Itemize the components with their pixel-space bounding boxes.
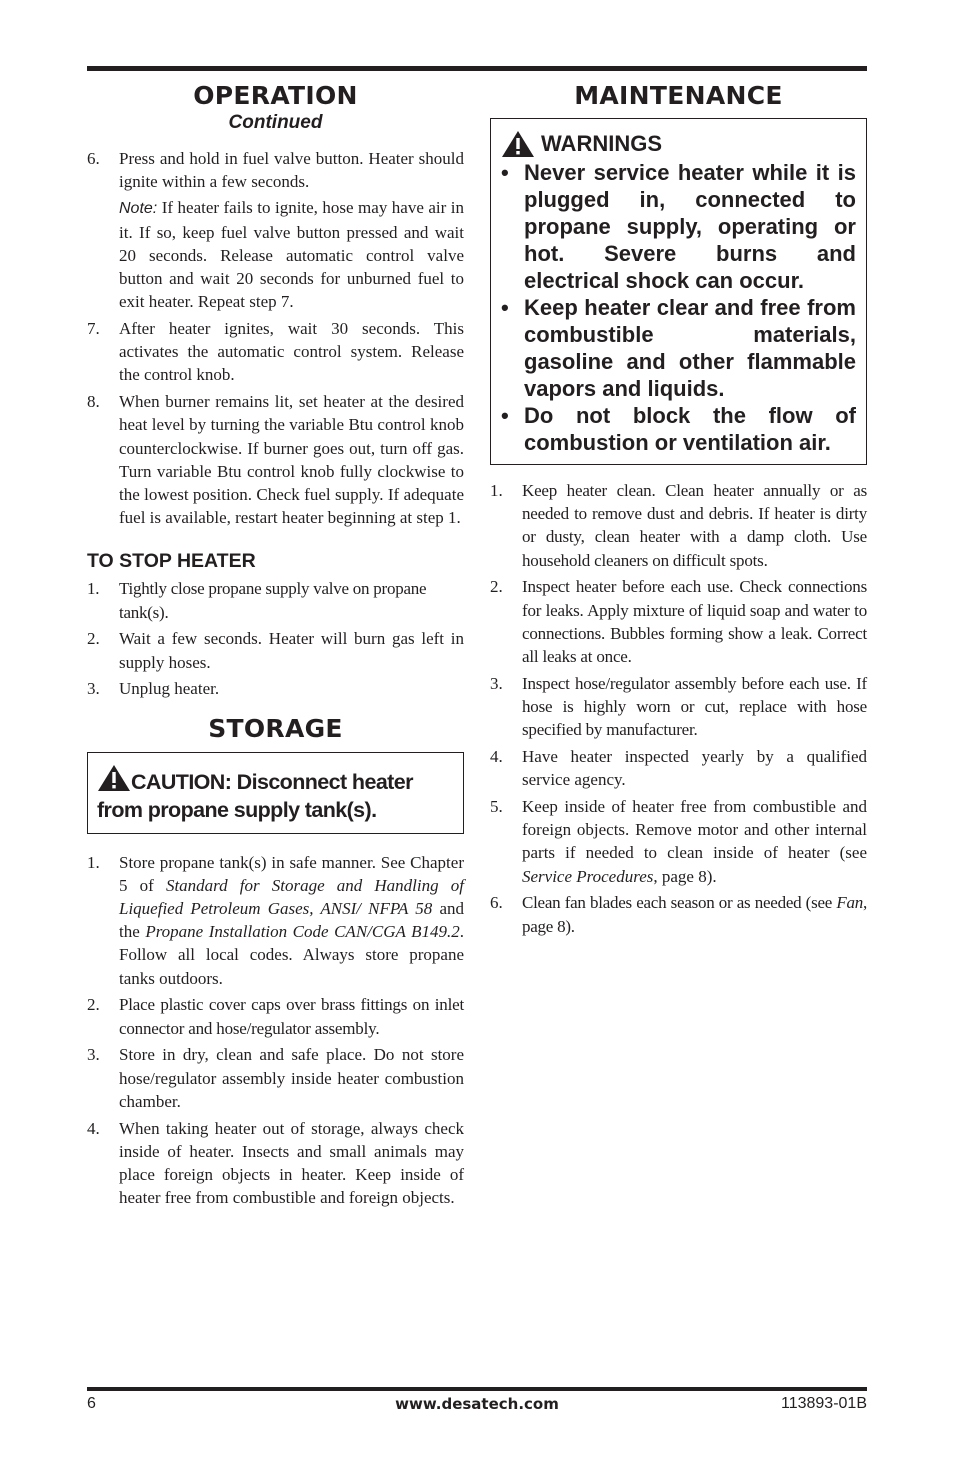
list-item: 8. When burner remains lit, set heater at the desired heat level by turning the variable Btu control knob counterclockwise. If burner goes out, turn off gas. Turn variable Btu control knob fully clockwise to the lowest position. Check fuel supply. If adequate fuel is available, restart heater beginning at step 1.: [87, 392, 464, 528]
warning-triangle-icon: [501, 130, 535, 158]
warnings-title: WARNINGS: [541, 131, 662, 156]
document-number: 113893-01B: [781, 1395, 867, 1412]
list-item: 5. Keep inside of heater free from combustible and foreign objects. Remove motor and other internal parts if needed to clean inside of heater (see Service Procedures, page 8).: [490, 797, 867, 886]
list-item: • Never service heater while it is plugged in, connected to propane supply, operating or hot. Severe burns and electrical shock can occur.: [501, 160, 856, 293]
storage-heading: STORAGE: [208, 713, 343, 743]
list-item: 2. Place plastic cover caps over brass fittings on inlet connector and hose/regulator assembly.: [87, 995, 464, 1038]
maintenance-steps: [490, 479, 867, 938]
list-item: 1. Tightly close propane supply valve on propane tank(s).: [87, 579, 427, 622]
list-item: 4. When taking heater out of storage, always check inside of heater. Insects and small animals may place foreign objects in heater. Keep inside of heater free from combustible and foreign objects.: [87, 1118, 464, 1208]
list-item: 2. Inspect heater before each use. Check connections for leaks. Apply mixture of liquid soap and water to connections. Bubbles forming show a leak. Correct all leaks at once.: [490, 577, 867, 667]
warning-triangle-icon: [97, 764, 131, 792]
list-item: 3. Inspect hose/regulator assembly before each use. If hose is highly worn or cut, replace with hose specified by manufacturer.: [490, 673, 867, 740]
top-rule: [87, 66, 867, 71]
list-item: • Keep heater clear and free from combustible materials, gasoline and other flammable vapors and liquids.: [501, 295, 856, 401]
list-item: • Do not block the flow of combustion or ventilation air.: [501, 403, 856, 455]
caution-text: CAUTION: Disconnect heater from propane supply tank(s).: [97, 769, 413, 822]
storage-caution-box: [87, 752, 464, 834]
stop-heater-steps: [87, 577, 464, 700]
list-item: 6. Clean fan blades each season or as needed (see Fan, page 8).: [490, 893, 867, 936]
list-item: 3. Store in dry, clean and safe place. Do not store hose/regulator assembly inside heater combustion chamber.: [87, 1045, 464, 1111]
right-column: [490, 80, 867, 941]
bottom-rule: [87, 1387, 867, 1391]
website-link[interactable]: www.desatech.com: [395, 1395, 559, 1413]
stop-heater-heading: TO STOP HEATER: [87, 550, 256, 573]
maintenance-heading: MAINTENANCE: [574, 81, 783, 110]
warnings-list: [501, 159, 856, 456]
operation-continued: Continued: [228, 112, 323, 133]
storage-steps: [87, 851, 464, 1210]
operation-heading: OPERATION: [193, 81, 358, 110]
list-item: 3. Unplug heater.: [87, 679, 220, 699]
left-column: [87, 80, 464, 1213]
list-item: 1. Store propane tank(s) in safe manner. See Chapter 5 of Standard for Storage and Handling of Liquefied Petroleum Gases, ANSI/ NFPA 58 and the Propane Installation Code CAN/CGA B149.2. Follow all local codes. Always store propane tanks outdoors.: [87, 852, 465, 988]
list-item: 7. After heater ignites, wait 30 seconds. This activates the automatic control system. Release the control knob.: [87, 319, 464, 385]
note-label: Note:: [119, 200, 158, 218]
list-item: 6. Press and hold in fuel valve button. Heater should ignite within a few seconds. Note: If heater fails to ignite, hose may have air in it. If so, keep fuel valve button pressed and wait 20 seconds. Release automatic control valve button and wait 20 seconds for unburned fuel to exit heater. Repeat step 7.: [87, 149, 464, 312]
list-item: 1. Keep heater clean. Clean heater annually or as needed to remove dust and debris. If heater is dirty or dusty, clean heater with a damp cloth. Use household cleaners on difficult spots.: [490, 481, 867, 570]
list-item: 2. Wait a few seconds. Heater will burn gas left in supply hoses.: [87, 629, 464, 672]
page-number: 6: [87, 1395, 96, 1412]
list-item: 4. Have heater inspected yearly by a qualified service agency.: [490, 747, 867, 790]
maintenance-warnings-box: [490, 118, 867, 465]
operation-steps: [87, 147, 464, 529]
